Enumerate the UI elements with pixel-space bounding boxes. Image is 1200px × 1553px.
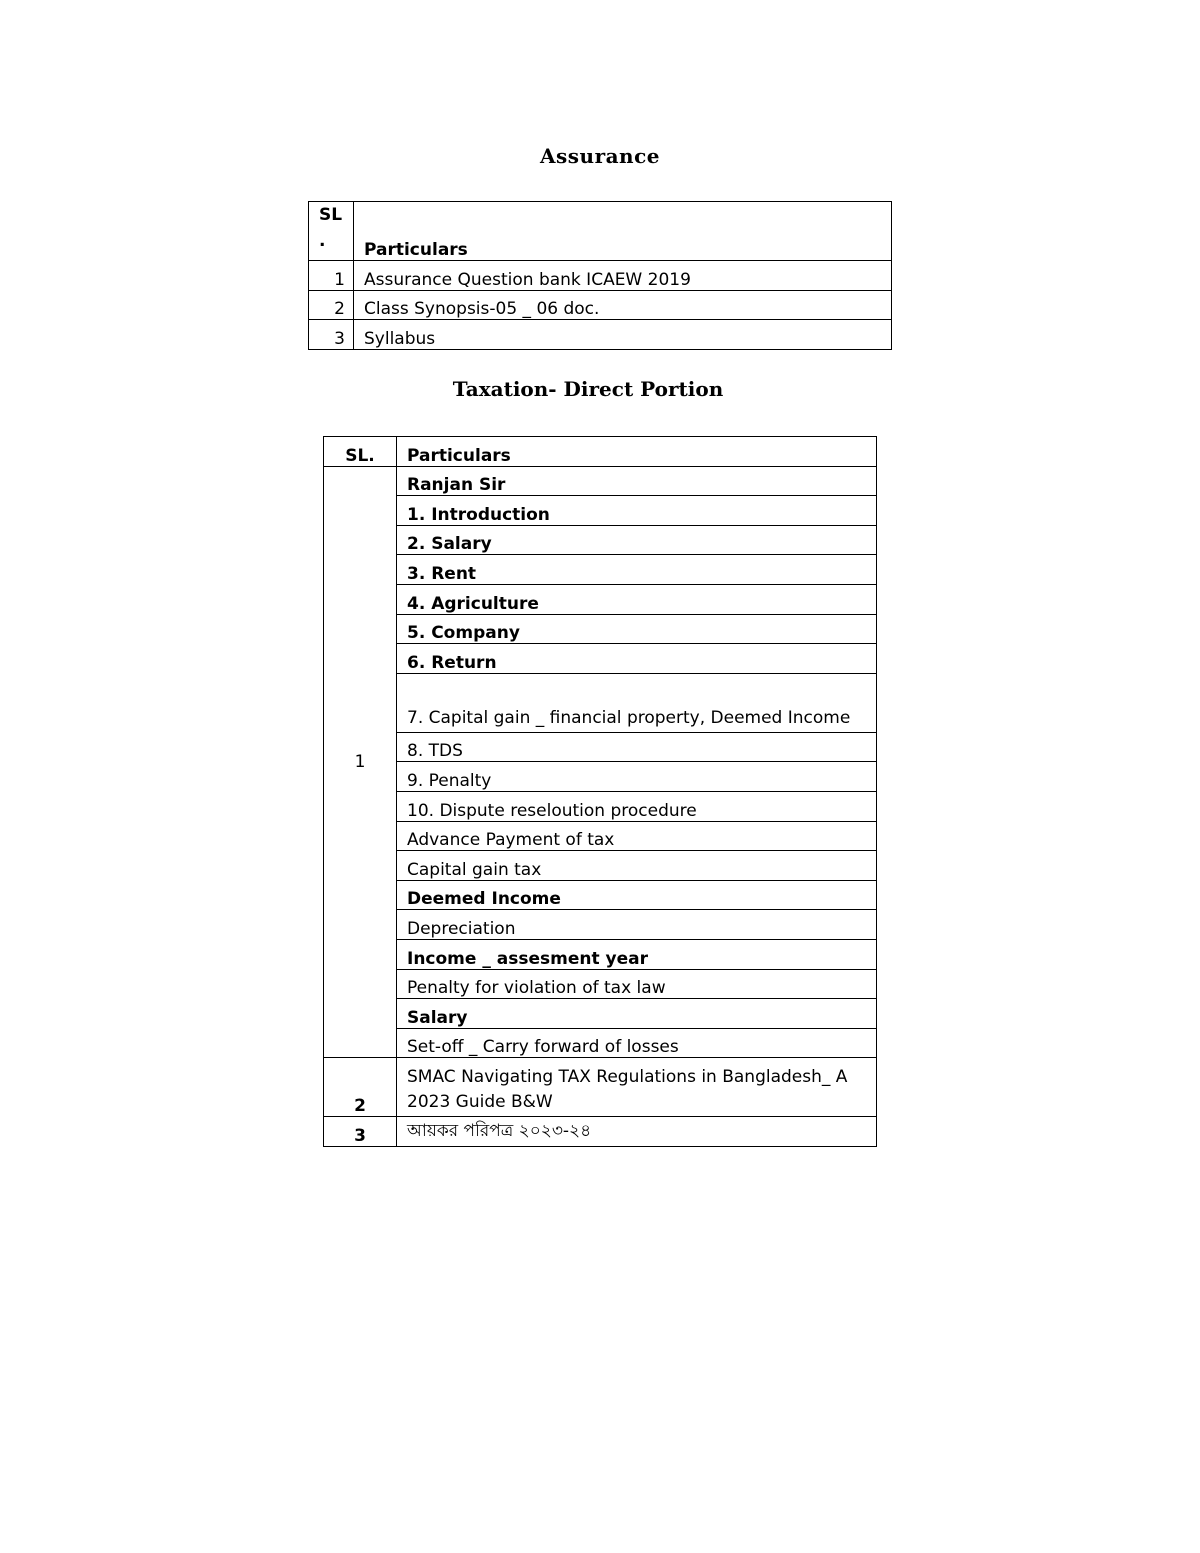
particulars-cell: আয়কর পরিপত্র ২০২৩-২৪ (397, 1117, 877, 1147)
sl-cell: 3 (309, 320, 354, 350)
table-row (309, 320, 892, 350)
particulars-cell: Income _ assesment year (397, 939, 877, 969)
table-row (324, 1058, 877, 1117)
particulars-cell: 8. TDS (397, 732, 877, 762)
particulars-cell: 5. Company (397, 614, 877, 644)
table-row (324, 851, 877, 881)
table-row (324, 496, 877, 526)
table-row (324, 969, 877, 999)
particulars-cell: Set-off _ Carry forward of losses (397, 1028, 877, 1058)
particulars-cell: Capital gain tax (397, 851, 877, 881)
table-row (324, 762, 877, 792)
particulars-cell: Ranjan Sir (397, 466, 877, 496)
taxation-title: Taxation- Direct Portion (452, 377, 724, 401)
particulars-cell: 2. Salary (397, 525, 877, 555)
table-row (324, 1117, 877, 1147)
sl-header: SL. (324, 437, 397, 467)
assurance-table (308, 201, 892, 350)
taxation-table (323, 436, 877, 1147)
particulars-cell: 3. Rent (397, 555, 877, 585)
table-row (324, 644, 877, 674)
particulars-cell: Class Synopsis-05 _ 06 doc. (354, 290, 892, 320)
particulars-cell: 6. Return (397, 644, 877, 674)
particulars-cell: Depreciation (397, 910, 877, 940)
sl-header (309, 202, 354, 261)
table-row (324, 555, 877, 585)
particulars-cell: Penalty for violation of tax law (397, 969, 877, 999)
particulars-cell: 9. Penalty (397, 762, 877, 792)
table-row (324, 466, 877, 496)
particulars-header: Particulars (397, 437, 877, 467)
particulars-cell: 7. Capital gain _ financial property, Deemed Income (397, 673, 877, 732)
table-row (309, 261, 892, 291)
table-row (324, 791, 877, 821)
table-row (324, 584, 877, 614)
table-row (324, 1028, 877, 1058)
sl-cell: 2 (324, 1058, 397, 1117)
table-row (309, 290, 892, 320)
particulars-cell: 1. Introduction (397, 496, 877, 526)
particulars-cell: Deemed Income (397, 880, 877, 910)
particulars-cell: 10. Dispute reseloution procedure (397, 791, 877, 821)
sl-cell: 3 (324, 1117, 397, 1147)
particulars-cell: Assurance Question bank ICAEW 2019 (354, 261, 892, 291)
sl-cell: 2 (309, 290, 354, 320)
table-row (324, 614, 877, 644)
table-row (324, 525, 877, 555)
sl-cell: 1 (324, 466, 397, 1058)
sl-cell: 1 (309, 261, 354, 291)
table-header-row (324, 437, 877, 467)
table-row (324, 939, 877, 969)
particulars-cell: SMAC Navigating TAX Regulations in Bangladesh_ A 2023 Guide B&W (397, 1058, 877, 1117)
table-row (324, 880, 877, 910)
particulars-cell: Salary (397, 999, 877, 1029)
particulars-cell: Advance Payment of tax (397, 821, 877, 851)
particulars-cell: Syllabus (354, 320, 892, 350)
assurance-title: Assurance (539, 144, 661, 168)
particulars-header: Particulars (354, 202, 892, 261)
table-row (324, 999, 877, 1029)
table-row (324, 821, 877, 851)
table-header-row (309, 202, 892, 261)
particulars-cell: 4. Agriculture (397, 584, 877, 614)
table-row (324, 910, 877, 940)
sl-header-line2: . (319, 231, 326, 251)
sl-header-line1: SL (319, 205, 343, 225)
table-row (324, 673, 877, 732)
table-row (324, 732, 877, 762)
